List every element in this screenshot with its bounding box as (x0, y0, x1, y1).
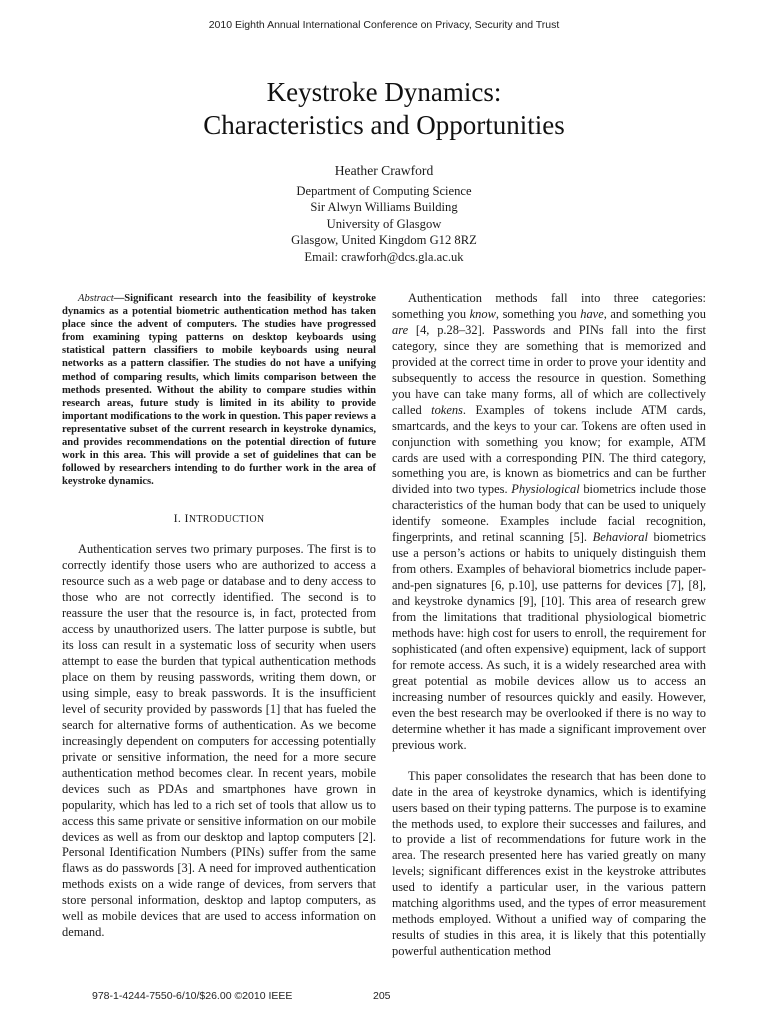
title-line-2: Characteristics and Opportunities (203, 110, 565, 140)
right-column (392, 291, 706, 960)
text-run: . Examples of tokens include ATM cards, smartcards, and the keys to your car. Tokens are often used in conjunction with something you know; for example, ATM cards are used with a corresponding PIN. The third category, something you are, is known as biometrics and can be further divided into two types. (392, 402, 706, 497)
conference-header: 2010 Eighth Annual International Conference on Privacy, Security and Trust (208, 19, 560, 31)
abstract-text: Significant research into the feasibility of keystroke dynamics as a potential biometric authentication method has taken place since the advent of computers. The studies have progressed from examining typing patterns on desktop keyboards using statistical pattern classifiers to mobile keyboards using neural networks as a pattern classifier. The studies do not have a unifying method of comparing results, which limits comparison between the methods presented. Without the ability to compare studies within research areas, future study is limited in its ability to provide important modifications to the work in question. This paper reviews a representative subset of the current research in keystroke dynamics, and provides recommendations on the potential direction of future work in this area. This will provide a set of guidelines that can be followed by researchers intending to do further work in the area of keystroke dynamics. (62, 293, 376, 488)
emphasis-have: have (580, 306, 604, 321)
section-title-initial: I (184, 511, 189, 526)
consolidation-paragraph: This paper consolidates the research that has been done to date in the area of keystroke dynamics, which is identifying users based on their typing patterns. The purpose is to examine the methods used, to explore their successes and failures, and to provide a list of recommendations for future work in the area. The research presented here has varied greatly on many levels; significant differences exist in the keystroke attributes used to identify a particular user, in the various pattern matching algorithms used, and the types of error measurement methods employed. Without a unified way of comparing the results of studies in this area, it is likely that this potentially powerful authentication method (392, 768, 706, 959)
emphasis-tokens: tokens (431, 402, 463, 417)
paragraph-gap (392, 754, 706, 769)
text-run: [4, p.28–32]. Passwords and PINs fall into the first category, since they are something that is memorized and provided at the correct time in order to prove your identity and subsequently to access the resource in question. Something you have can take many forms, all of which are collectively called (392, 322, 706, 417)
author-name: Heather Crawford (334, 163, 434, 178)
emphasis-are: are (392, 322, 409, 337)
emphasis-know: know (469, 306, 496, 321)
section-title-rest: NTRODUCTION (188, 514, 265, 526)
section-numeral: I. (173, 511, 182, 526)
emphasis-physiological: Physiological (511, 482, 580, 497)
abstract-dash: — (113, 293, 125, 304)
text-run: Authentication methods fall into three categories: something you (392, 291, 706, 321)
abstract (62, 292, 376, 488)
text-run: , and something you (603, 306, 706, 321)
paper-title (0, 76, 768, 142)
text-run: biometrics use a person’s actions or habits to uniquely distinguish them from others. Examples of behavioral biometrics include paper-and-pen signatures [6, p.10], use patterns for devices [7], [8], and keystroke dynamics [9], [10]. This area of research grew from the limitations that traditional physiological biometric methods have: high cost for users to enroll, the requirement for sophisticated (and often expensive) equipment, lack of support for remote access. As such, it is a widely researched area with great potential as mobile devices allow us to access an increasing number of resources quickly and easily. However, even the best research may be overlooked if there is no way to determine whether it has made a significant improvement over previous work. (392, 530, 706, 752)
author-email: Email: crawforh@dcs.gla.ac.uk (304, 249, 464, 264)
author-location: Glasgow, United Kingdom G12 8RZ (291, 233, 477, 248)
title-line-1: Keystroke Dynamics: (266, 77, 502, 107)
author-university: University of Glasgow (326, 216, 442, 231)
text-run: biometrics include those characteristics of the human body that can be used to uniquely identify someone. Examples include facial recognition, fingerprints, and retinal scanning [5]. (392, 482, 706, 545)
categories-paragraph (392, 291, 706, 754)
footer-isbn: 978-1-4244-7550-6/10/$26.00 ©2010 IEEE (92, 990, 293, 1002)
author-block (0, 163, 768, 266)
section-heading-introduction (62, 511, 376, 528)
author-department: Department of Computing Science (296, 183, 472, 198)
intro-paragraph: Authentication serves two primary purposes. The first is to correctly identify those users who are authorized to access a resource such as a web page or database and to deny access to those who are not correctly identified. The second is to reassure the user that the resource is, in fact, protected from access by unauthorized users. The latter purpose is subtle, but its loss can result in a systematic loss of security when users attempt to ease the burden that typical authentication methods place on them by reusing passwords, writing them down, or using simple, easy to break passwords. It is the insufficient level of security provided by passwords [1] that has fueled the search for alternative forms of authentication. As we become increasingly dependent on computers for accessing potentially private or sensitive information, the need for a more secure authentication method becomes clear. In recent years, mobile devices such as PDAs and smartphones have grown in popularity, which has led to a rich set of tools that allow us to access this same private or sensitive information on our mobile devices as well as from our desktop and laptop computers [2]. Personal Identification Numbers (PINs) suffer from the same flaws as do passwords [3]. A need for improved authentication methods exists on a wide range of devices, from servers that store personal information, desktop and laptop computers, as well as mobile devices that are used to access information on demand. (62, 542, 376, 940)
emphasis-behavioral: Behavioral (592, 530, 648, 545)
author-building: Sir Alwyn Williams Building (310, 200, 458, 215)
page-number: 205 (373, 990, 391, 1002)
text-run: , something you (495, 306, 581, 321)
left-column (62, 292, 376, 941)
abstract-label: Abstract (78, 293, 114, 304)
